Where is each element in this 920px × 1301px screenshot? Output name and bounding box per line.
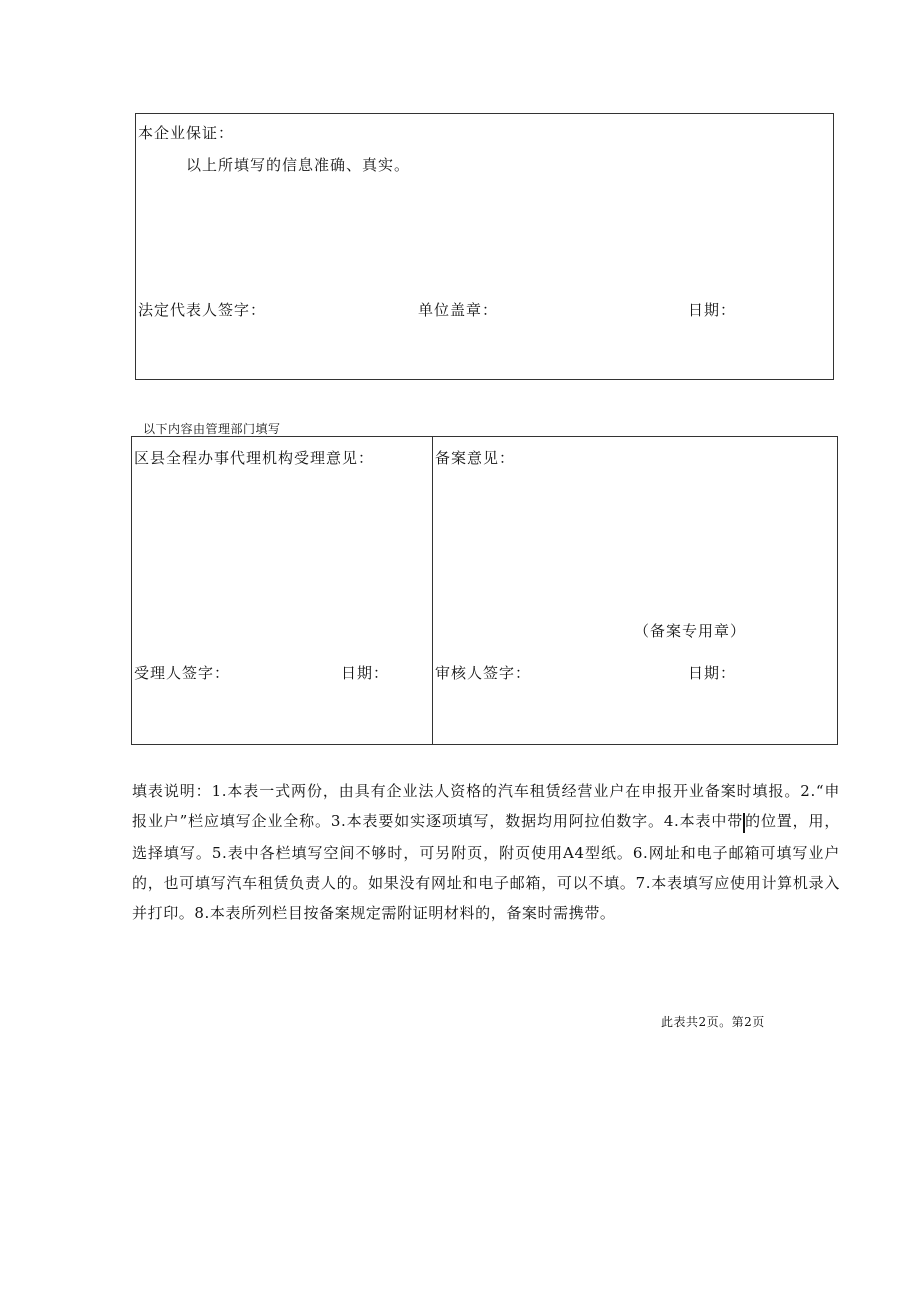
filing-date-label: 日期： bbox=[688, 664, 737, 682]
company-seal-label: 单位盖章： bbox=[418, 301, 499, 319]
page-footer: 此表共2页。第2页 bbox=[661, 1015, 765, 1029]
guarantee-statement: 以上所填写的信息准确、真实。 bbox=[186, 156, 411, 174]
acceptance-date-label: 日期： bbox=[341, 664, 390, 682]
instructions-part1: 填表说明：1.本表一式两份，由具有企业法人资格的汽车租赁经营业户在申报开业备案时填报。2.“申报业户”栏应填写企业全称。3.本表要如实逐项填写，数据均用阿拉伯数字。4.本表中带 bbox=[132, 782, 840, 830]
legal-rep-signature-label: 法定代表人签字： bbox=[138, 301, 267, 319]
guarantee-date-label: 日期： bbox=[688, 301, 737, 319]
guarantee-box bbox=[135, 113, 834, 380]
acceptance-heading: 区县全程办事代理机构受理意见： bbox=[134, 449, 375, 467]
receiver-signature-label: 受理人签字： bbox=[134, 664, 231, 682]
filing-seal-text: （备案专用章） bbox=[634, 622, 747, 640]
instructions-paragraph bbox=[132, 776, 840, 928]
reviewer-signature-label: 审核人签字： bbox=[435, 664, 532, 682]
admin-box-divider bbox=[432, 436, 433, 745]
admin-box bbox=[131, 436, 838, 745]
guarantee-heading: 本企业保证： bbox=[138, 124, 235, 142]
instructions-part2: 的位置，用，选择填写。5.表中各栏填写空间不够时，可另附页，附页使用A4型纸。6.网址和电子邮箱可填写业户的，也可填写汽车租赁负责人的。如果没有网址和电子邮箱，可以不填。7.本表填写应使用计算机录入并打印。8.本表所列栏目按备案规定需附证明材料的，备案时需携带。 bbox=[132, 812, 840, 922]
filing-heading: 备案意见： bbox=[435, 449, 516, 467]
admin-note: 以下内容由管理部门填写 bbox=[143, 422, 281, 436]
